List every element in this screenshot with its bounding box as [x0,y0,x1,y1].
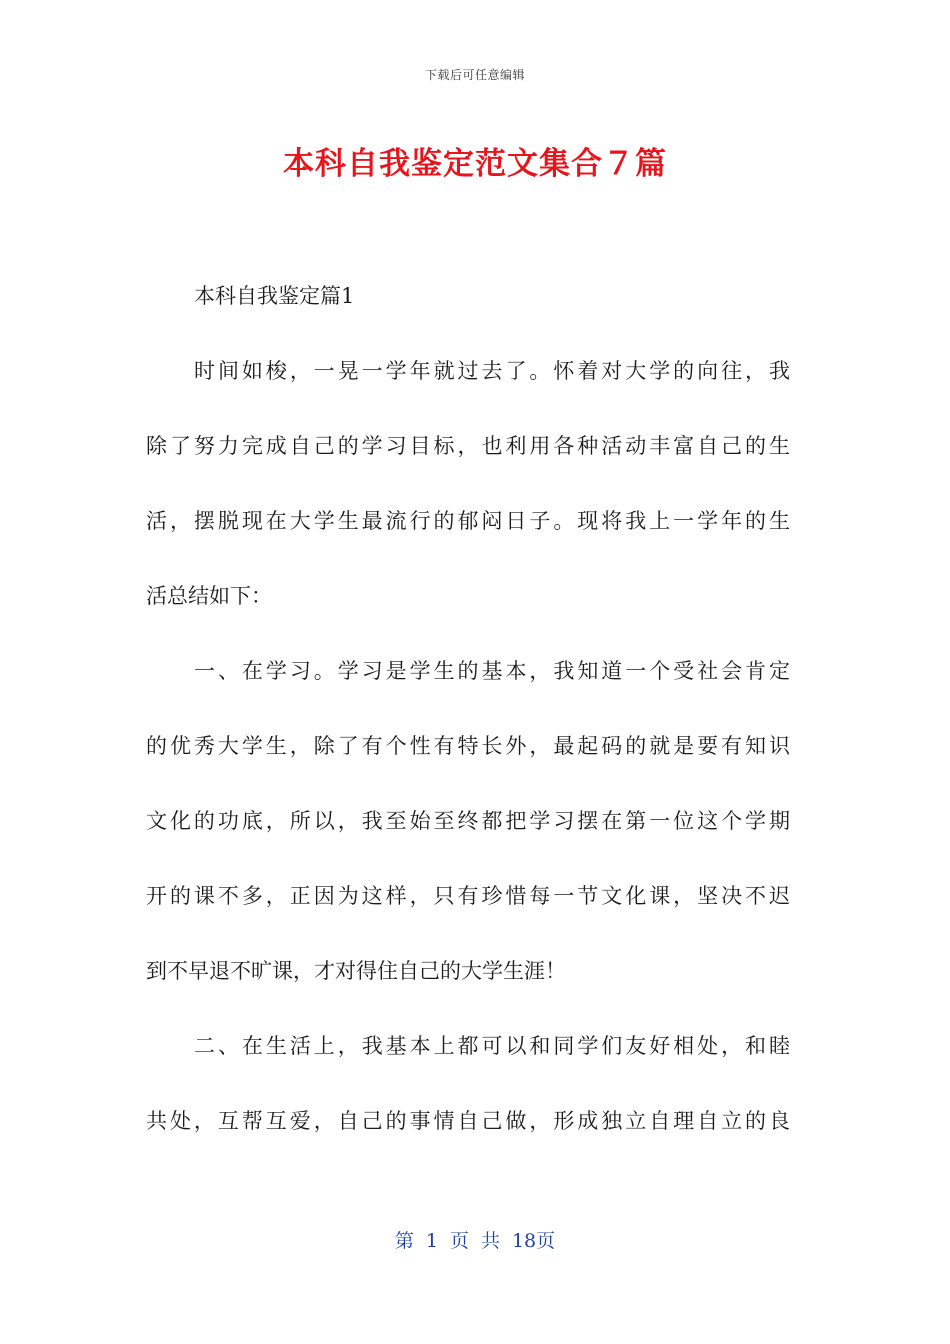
paragraph-line: 到不早退不旷课，才对得住自己的大学生涯！ [146,959,566,983]
page-number: 1 [425,1230,438,1252]
paragraph-line: 一、在学习。学习是学生的基本，我知道一个受社会肯定 [194,659,790,683]
total-pages: 18页 [511,1230,556,1252]
paragraph-line: 文化的功底，所以，我至始至终都把学习摆在第一位这个学期 [146,809,790,833]
paragraph-line: 开的课不多，正因为这样，只有珍惜每一节文化课，坚决不迟 [146,884,790,908]
document-title: 本科自我鉴定范文集合７篇 [283,146,667,182]
paragraph-line: 的优秀大学生，除了有个性有特长外，最起码的就是要有知识 [146,734,790,758]
paragraph-line: 活，摆脱现在大学生最流行的郁闷日子。现将我上一学年的生 [146,509,790,533]
paragraph-line: 共处，互帮互爱，自己的事情自己做，形成独立自理自立的良 [146,1109,790,1133]
total-label: 共 [480,1230,500,1252]
page-unit: 页 [449,1230,469,1252]
header-note: 下载后可任意编辑 [424,68,525,82]
paragraph-line: 二、在生活上，我基本上都可以和同学们友好相处，和睦 [194,1034,790,1058]
paragraph-line: 活总结如下： [146,584,272,608]
page-footer [0,1226,950,1253]
document-body [146,265,790,1165]
paragraph-line: 时间如梭，一晃一学年就过去了。怀着对大学的向往，我 [194,359,790,383]
paragraph-line: 除了努力完成自己的学习目标，也利用各种活动丰富自己的生 [146,434,790,458]
page-label: 第 [394,1230,414,1252]
section-heading: 本科自我鉴定篇1 [194,284,355,308]
